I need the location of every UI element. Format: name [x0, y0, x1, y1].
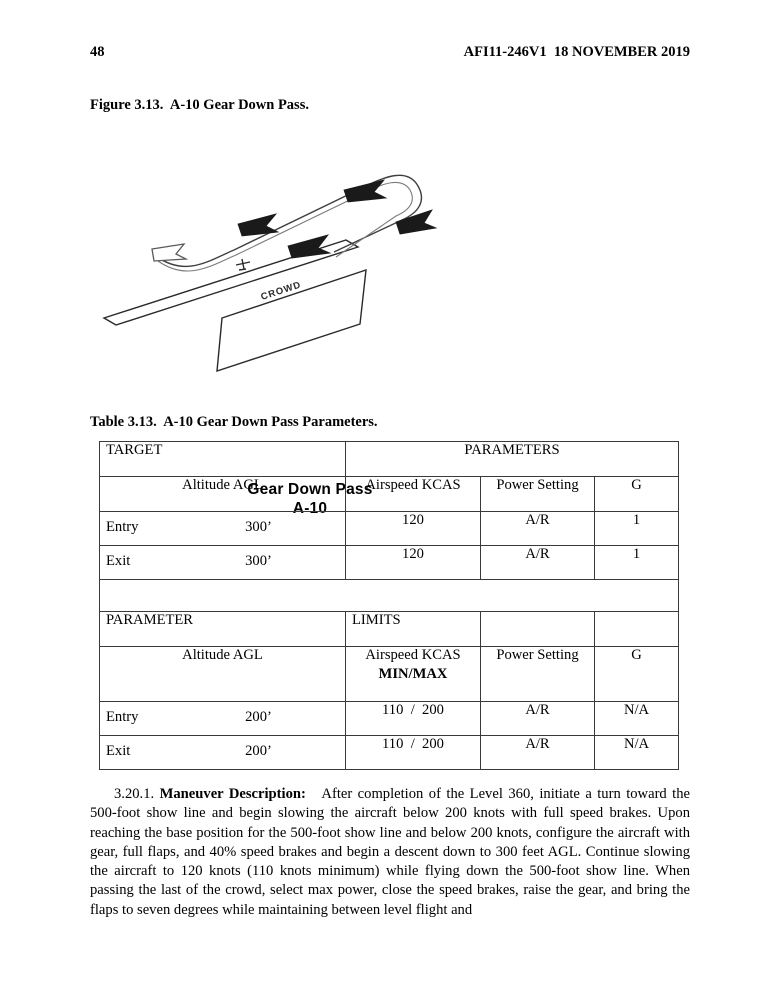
- value-power-exit: A/R: [481, 546, 595, 580]
- aircraft-symbol-downwind: [238, 214, 278, 236]
- column-header-power-setting-limits: Power Setting: [481, 647, 595, 702]
- airspeed-header-text: Airspeed KCAS: [365, 647, 461, 663]
- crowd-label: CROWD: [259, 279, 303, 303]
- column-header-airspeed-kcas-limits: [346, 647, 481, 702]
- value-airspeed-exit: 120: [346, 546, 481, 580]
- column-header-altitude-agl-limits: Altitude AGL: [100, 647, 346, 702]
- table-spacer-row: [100, 580, 679, 612]
- table-row: [100, 546, 679, 580]
- aircraft-symbol-base: [396, 210, 436, 234]
- value-limit-airspeed-entry: 110 / 200: [346, 702, 481, 736]
- gear-down-pass-diagram: [90, 128, 690, 408]
- column-header-power-setting: Power Setting: [481, 477, 595, 512]
- page-header: [90, 44, 690, 64]
- spacer-cell: [100, 580, 679, 612]
- aircraft-symbol-exit: [152, 244, 186, 261]
- figure-label-line-2: A-10: [292, 500, 328, 517]
- paragraph-body: After completion of the Level 360, initiate a turn toward the 500-foot show line and begin slowing the aircraft below 200 knots with full speed brakes. Upon reaching the base position for the 500-foot show line and below 200 knots, configure the aircraft with gear, full flaps, and 40% speed brakes and begin a descent down to 300 feet AGL. Continue slowing the aircraft to 120 knots (110 knots minimum) while flying down the 500-foot show line. When passing the last of the crowd, select max power, close the speed brakes, raise the gear, and bring the flaps to seven degrees while maintaining between level flight and: [90, 786, 691, 918]
- banner-blank-g: [595, 612, 679, 647]
- cell-limit-altitude-entry: [100, 702, 346, 736]
- paragraph-number: 3.20.1.: [114, 786, 155, 802]
- table-caption: Table 3.13. A-10 Gear Down Pass Parameters.: [90, 414, 378, 430]
- value-limit-g-exit: N/A: [595, 736, 679, 770]
- figure-caption: Figure 3.13. A-10 Gear Down Pass.: [90, 97, 309, 113]
- value-altitude-exit: 300’: [245, 553, 272, 569]
- figure-label-line-1: Gear Down Pass: [247, 481, 373, 498]
- value-altitude-entry: 300’: [245, 519, 272, 535]
- row-label-limit-exit: Exit: [106, 743, 131, 759]
- banner-target: TARGET: [100, 442, 346, 477]
- table-header-row-target: [100, 477, 679, 512]
- column-header-g: G: [595, 477, 679, 512]
- maneuver-description-paragraph: [90, 785, 690, 920]
- value-limit-altitude-entry: 200’: [245, 709, 272, 725]
- flight-path-outer: [156, 175, 421, 266]
- table-row: [100, 512, 679, 546]
- banner-parameter: PARAMETER: [100, 612, 346, 647]
- row-label-limit-entry: Entry: [106, 709, 139, 725]
- value-g-entry: 1: [595, 512, 679, 546]
- table-banner-row-limits: [100, 612, 679, 647]
- cell-altitude-entry: [100, 512, 346, 546]
- column-header-altitude-agl: Altitude AGL: [100, 477, 346, 512]
- table-banner-row-target: [100, 442, 679, 477]
- banner-blank-power: [481, 612, 595, 647]
- table-row: [100, 736, 679, 770]
- value-airspeed-entry: 120: [346, 512, 481, 546]
- cell-altitude-exit: [100, 546, 346, 580]
- airspeed-minmax-subheader: MIN/MAX: [378, 666, 448, 682]
- column-header-g-limits: G: [595, 647, 679, 702]
- aircraft-planform-marker: [236, 259, 250, 270]
- column-header-airspeed-kcas: Airspeed KCAS: [346, 477, 481, 512]
- value-limit-power-entry: A/R: [481, 702, 595, 736]
- banner-limits: LIMITS: [346, 612, 481, 647]
- paragraph-heading: Maneuver Description:: [159, 786, 306, 802]
- value-limit-g-entry: N/A: [595, 702, 679, 736]
- value-power-entry: A/R: [481, 512, 595, 546]
- table-header-row-limits: [100, 647, 679, 702]
- row-label-entry: Entry: [106, 519, 139, 535]
- value-limit-altitude-exit: 200’: [245, 743, 272, 759]
- value-g-exit: 1: [595, 546, 679, 580]
- cell-limit-altitude-exit: [100, 736, 346, 770]
- document-identifier: AFI11-246V1 18 NOVEMBER 2019: [463, 44, 690, 60]
- parameters-table: [99, 441, 679, 770]
- value-limit-power-exit: A/R: [481, 736, 595, 770]
- value-limit-airspeed-exit: 110 / 200: [346, 736, 481, 770]
- table-row: [100, 702, 679, 736]
- row-label-exit: Exit: [106, 553, 131, 569]
- aircraft-symbol-turn-entry: [344, 180, 386, 202]
- page-number: 48: [90, 44, 105, 60]
- banner-parameters: PARAMETERS: [346, 442, 679, 477]
